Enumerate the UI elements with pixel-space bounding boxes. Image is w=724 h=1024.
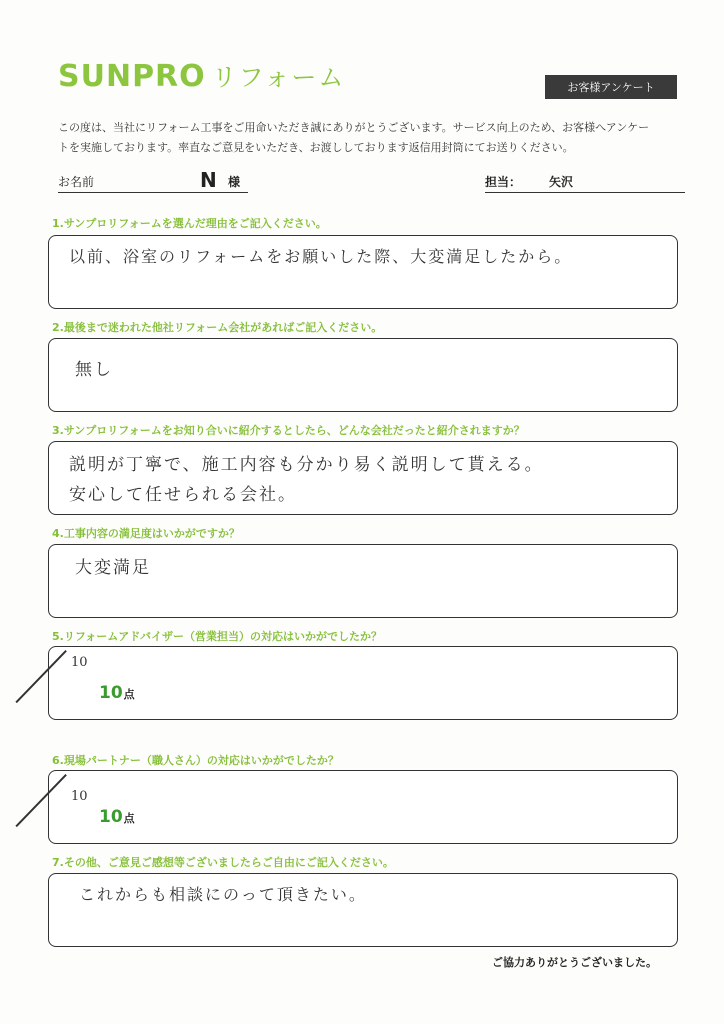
intro-text: [58, 118, 678, 158]
brand-logo: [58, 58, 345, 94]
customer-name-field: [58, 168, 248, 193]
question-5-score-slash: [15, 650, 66, 703]
question-4-label: 4.工事内容の満足度はいかがですか？: [52, 527, 240, 540]
survey-badge: お客様アンケート: [545, 75, 677, 99]
question-3-answer-box: [48, 441, 678, 515]
question-5-label: 5.リフォームアドバイザー（営業担当）の対応はいかがでしたか？: [52, 630, 383, 643]
question-5-answer-box: [48, 646, 678, 720]
brand-suffix: リフォーム: [211, 63, 346, 92]
question-3-answer-line-1: 説明が丁寧で、施工内容も分かり易く説明して貰える。: [69, 455, 544, 475]
staff-field: [485, 172, 685, 193]
question-3-answer-line-2: 安心して任せられる会社。: [69, 485, 297, 505]
intro-line-2: トを実施しております。率直なご意見をいただき、お渡ししております返信用封筒にてお送りください。: [58, 141, 574, 154]
question-4-answer: 大変満足: [75, 558, 151, 578]
question-7-answer-box: [48, 873, 678, 947]
customer-name-value: N: [200, 168, 217, 192]
question-6-answer-box: [48, 770, 678, 844]
question-5-score: [99, 683, 135, 703]
question-6-score: [99, 807, 135, 827]
question-2-label: 2.最後まで迷われた他社リフォーム会社があればご記入ください。: [52, 321, 383, 334]
brand-name: SUNPRO: [58, 59, 206, 94]
question-5-score-value: 10: [99, 683, 123, 703]
question-6-label: 6.現場パートナー（職人さん）の対応はいかがでしたか？: [52, 754, 339, 767]
question-6-score-unit: 点: [123, 812, 135, 825]
staff-label: 担当：: [485, 175, 522, 189]
customer-name-label: お名前: [58, 175, 95, 189]
question-1-label: 1.サンプロリフォームを選んだ理由をご記入ください。: [52, 217, 327, 230]
question-6-score-slash: [15, 774, 66, 827]
question-1-answer: 以前、浴室のリフォームをお願いした際、大変満足したから。: [69, 247, 573, 266]
question-2-answer-box: [48, 338, 678, 412]
question-7-label: 7.その他、ご意見ご感想等ございましたらご自由にご記入ください。: [52, 856, 394, 869]
question-3-label: 3.サンプロリフォームをお知り合いに紹介するとしたら、どんな会社だったと紹介されますか？: [52, 424, 525, 437]
intro-line-1: この度は、当社にリフォーム工事をご用命いただき誠にありがとうございます。サービス向上のため、お客様へアンケー: [58, 121, 650, 134]
question-5-handwritten-score: 10: [71, 655, 88, 670]
question-5-score-unit: 点: [123, 688, 135, 701]
question-6-score-value: 10: [99, 807, 123, 827]
question-1-answer-box: [48, 235, 678, 309]
staff-name: 矢沢: [549, 175, 574, 189]
question-6-handwritten-score: 10: [71, 789, 88, 804]
customer-honorific: 様: [228, 175, 241, 189]
question-7-answer: これからも相談にのって頂きたい。: [79, 885, 367, 904]
closing-message: ご協力ありがとうございました。: [492, 956, 657, 969]
question-4-answer-box: [48, 544, 678, 618]
question-2-answer: 無し: [75, 360, 113, 380]
